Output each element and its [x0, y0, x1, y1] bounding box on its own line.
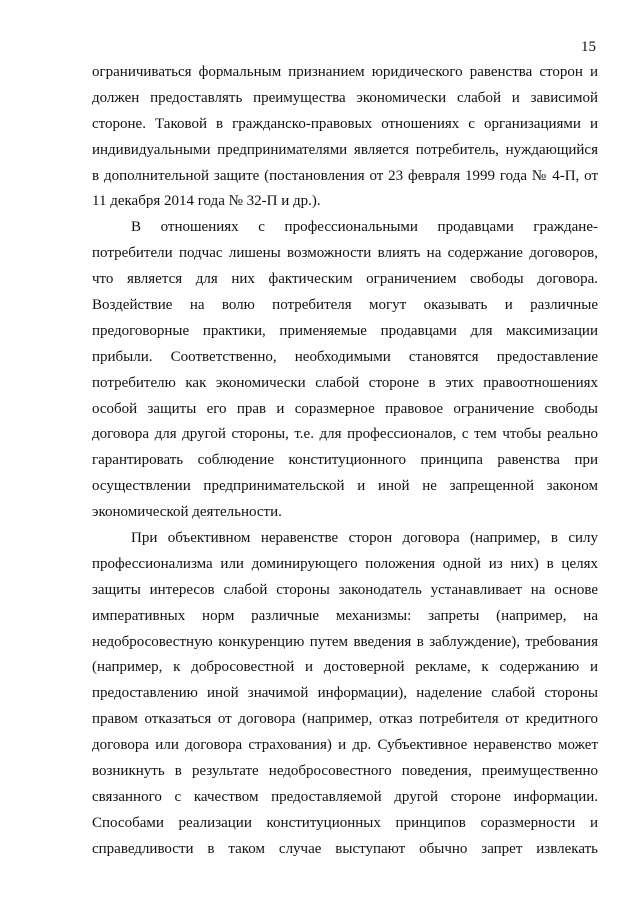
paragraph [92, 60, 598, 215]
text-line: должен предоставлять преимущества экономически слабой и зависимой [92, 89, 598, 106]
text-line: ограничиваться формальным признанием юридического равенства сторон и [92, 64, 598, 80]
text-line: Воздействие на волю потребителя могут оказывать и различные [92, 297, 598, 314]
text-line: императивных норм различные механизмы: запреты (например, на [92, 607, 598, 624]
text-line: связанного с качеством предоставляемой другой стороне информации. [92, 788, 598, 805]
text-line: гарантировать соблюдение конституционного принципа равенства при [92, 452, 598, 469]
text-line: правом отказаться от договора (например, отказ потребителя от кредитного [92, 711, 598, 728]
text-line: потребители подчас лишены возможности влиять на содержание договоров, [92, 245, 598, 262]
text-line: предоставлению иной значимой информации), наделение слабой стороны [92, 685, 598, 702]
text-line: недобросовестную конкуренцию путем введения в заблуждение), требования [92, 633, 598, 650]
paragraph [92, 215, 598, 526]
text-line: что является для них фактическим ограничением свободы договора. [92, 271, 598, 288]
text-line: защиты интересов слабой стороны законодатель устанавливает на основе [92, 581, 598, 598]
text-line: договора для другой стороны, т.е. для профессионалов, с тем чтобы реально [92, 426, 598, 443]
text-line: стороне. Таковой в гражданско-правовых отношениях с организациями и [92, 115, 598, 132]
page-number: 15 [581, 39, 596, 55]
text-line: индивидуальными предпринимателями является потребитель, нуждающийся [92, 141, 598, 158]
text-line: осуществлении предпринимательской и иной не запрещенной законом [92, 478, 598, 495]
text-line: в дополнительной защите (постановления от 23 февраля 1999 года № 4-П, от [92, 167, 598, 184]
body-text [92, 60, 598, 863]
paragraph [92, 526, 598, 863]
text-line: договора или договора страхования) и др. Субъективное неравенство может [92, 737, 598, 754]
text-line: прибыли. Соответственно, необходимыми становятся предоставление [92, 348, 598, 365]
text-line: предоговорные практики, применяемые продавцами для максимизации [92, 322, 598, 339]
text-line: (например, к добросовестной и достоверной рекламе, к содержанию и [92, 659, 598, 676]
text-line: Способами реализации конституционных принципов соразмерности и [92, 814, 598, 831]
text-line: профессионализма или доминирующего положения одной из них) в целях [92, 555, 598, 572]
text-line: потребителю как экономически слабой стороне в этих правоотношениях [92, 374, 598, 391]
text-line: При объективном неравенстве сторон договора (например, в силу [131, 530, 598, 547]
text-line: В отношениях с профессиональными продавцами граждане- [131, 219, 598, 236]
text-line: особой защиты его прав и соразмерное правовое ограничение свободы [92, 400, 598, 417]
text-line: справедливости в таком случае выступают обычно запрет извлекать [92, 840, 598, 857]
text-line: 11 декабря 2014 года № 32-П и др.). [92, 193, 321, 210]
text-line: возникнуть в результате недобросовестного поведения, преимущественно [92, 763, 598, 780]
text-line: экономической деятельности. [92, 504, 282, 521]
